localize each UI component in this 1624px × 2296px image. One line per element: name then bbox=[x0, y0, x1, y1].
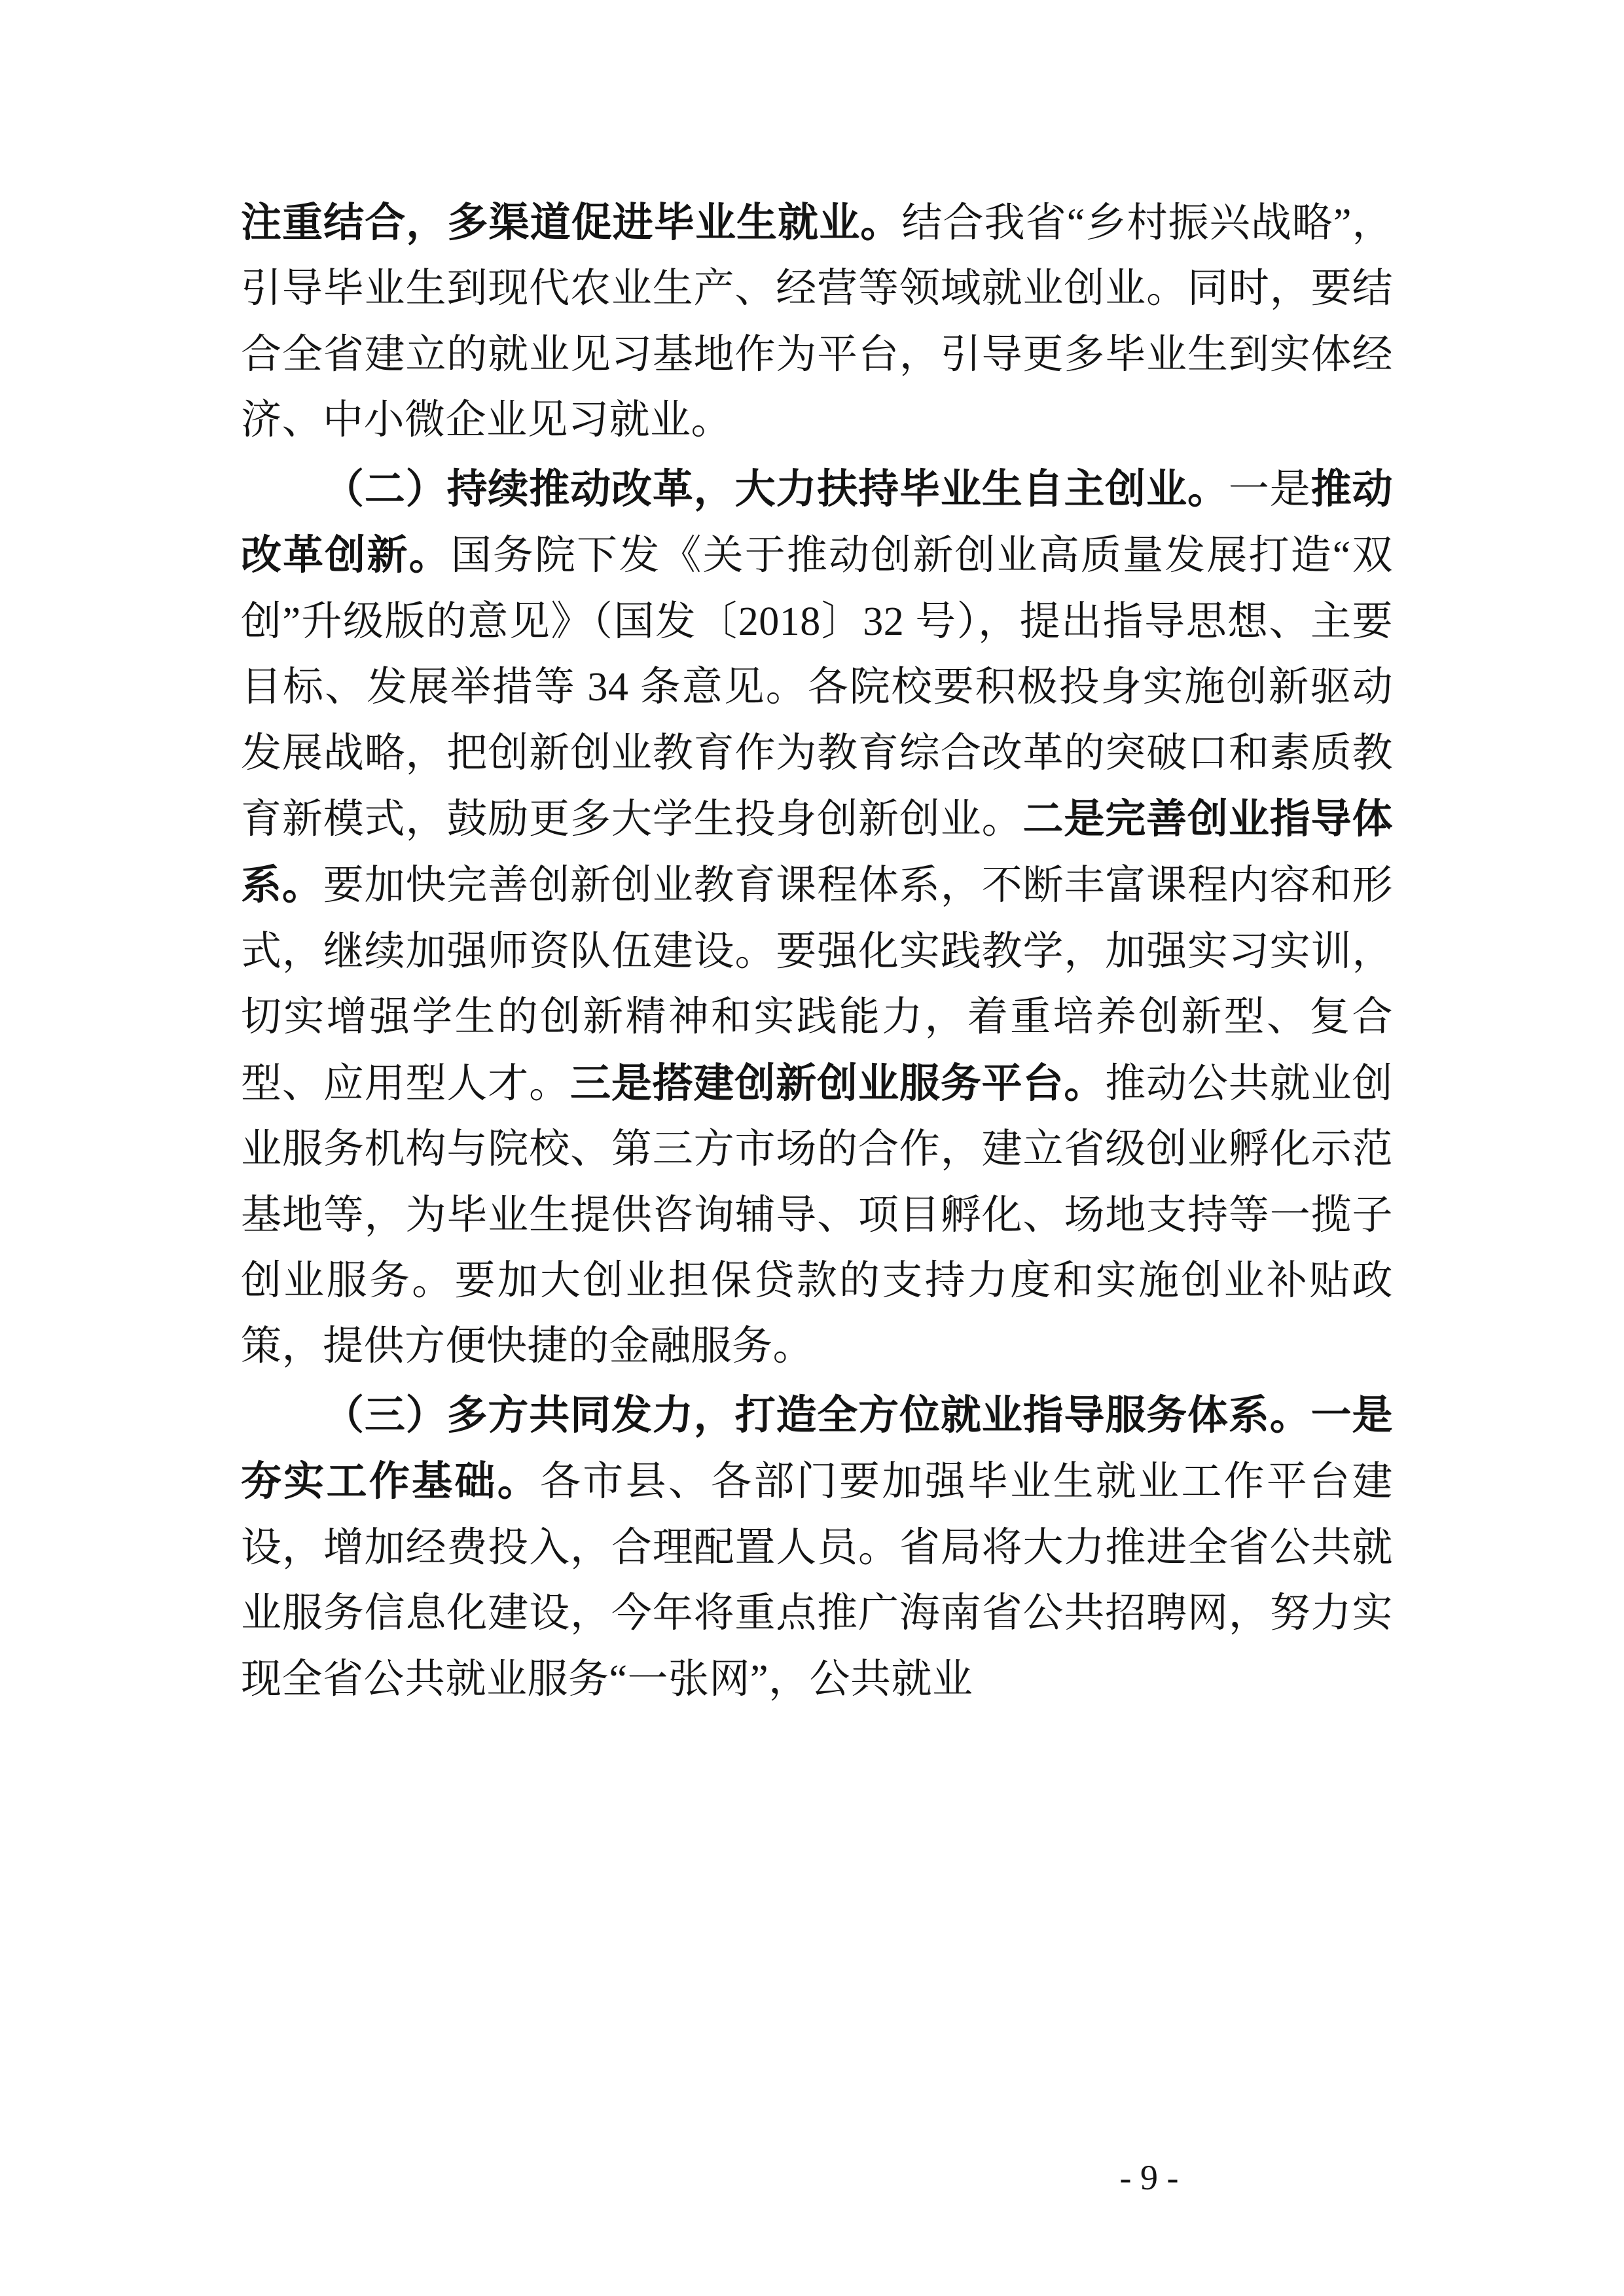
page-number: - 9 - bbox=[1119, 2158, 1179, 2197]
body-text: 要加快完善创新创业教育课程体系，不断丰富课程内容和形式，继续加强师资队伍建设。要强化实践教学，加强实习实训，切实增强学生的创新精神和实践能力，着重培养创新型、复合型、应用型人才。 bbox=[241, 863, 1393, 1106]
emphasis-text: 二是完善创业指导体系。 bbox=[241, 794, 1393, 909]
paragraph bbox=[241, 190, 1393, 454]
body-text: 结合我省“乡村振兴战略”，引导毕业生到现代农业生产、经营等领域就业创业。同时，要结合全省建立的就业见习基地作为平台，引导更多毕业生到实体经济、中小微企业见习就业。 bbox=[241, 201, 1393, 443]
body-text: 推动公共就业创业服务机构与院校、第三方市场的合作，建立省级创业孵化示范基地等，为毕业生提供咨询辅导、项目孵化、场地支持等一揽子创业服务。要加大创业担保贷款的支持力度和实施创业补贴政策，提供方便快捷的金融服务。 bbox=[241, 1061, 1393, 1369]
body-text: 各市县、各部门要加强毕业生就业工作平台建设，增加经费投入，合理配置人员。省局将大力推进全省公共就业服务信息化建设，今年将重点推广海南省公共招聘网，努力实现全省公共就业服务“一张网”，公共就业 bbox=[241, 1460, 1393, 1702]
body-text: 国务院下发《关于推动创新创业高质量发展打造“双创”升级版的意见》（国发〔2018〕32 号），提出指导思想、主要目标、发展举措等 34 条意见。各院校要积极投身实施创新驱动发展战略，把创新创业教育作为教育综合改革的突破口和素质教育新模式，鼓励更多大学生投身创新创业。 bbox=[241, 533, 1393, 842]
paragraph bbox=[241, 1382, 1393, 1712]
emphasis-text: 推动改革创新。 bbox=[241, 464, 1393, 579]
emphasis-text: 一是夯实工作基础。 bbox=[241, 1390, 1393, 1505]
emphasis-text: 注重结合，多渠道促进毕业生就业。 bbox=[241, 198, 902, 246]
emphasis-text: 三是搭建创新创业服务平台。 bbox=[569, 1058, 1106, 1107]
emphasis-text: （三）多方共同发力，打造全方位就业指导服务体系。 bbox=[323, 1390, 1311, 1439]
page-body bbox=[241, 190, 1393, 1712]
emphasis-text: （二）持续推动改革，大力扶持毕业生自主创业。 bbox=[323, 464, 1229, 512]
paragraph bbox=[241, 456, 1393, 1380]
body-text: 一是 bbox=[1228, 467, 1311, 512]
